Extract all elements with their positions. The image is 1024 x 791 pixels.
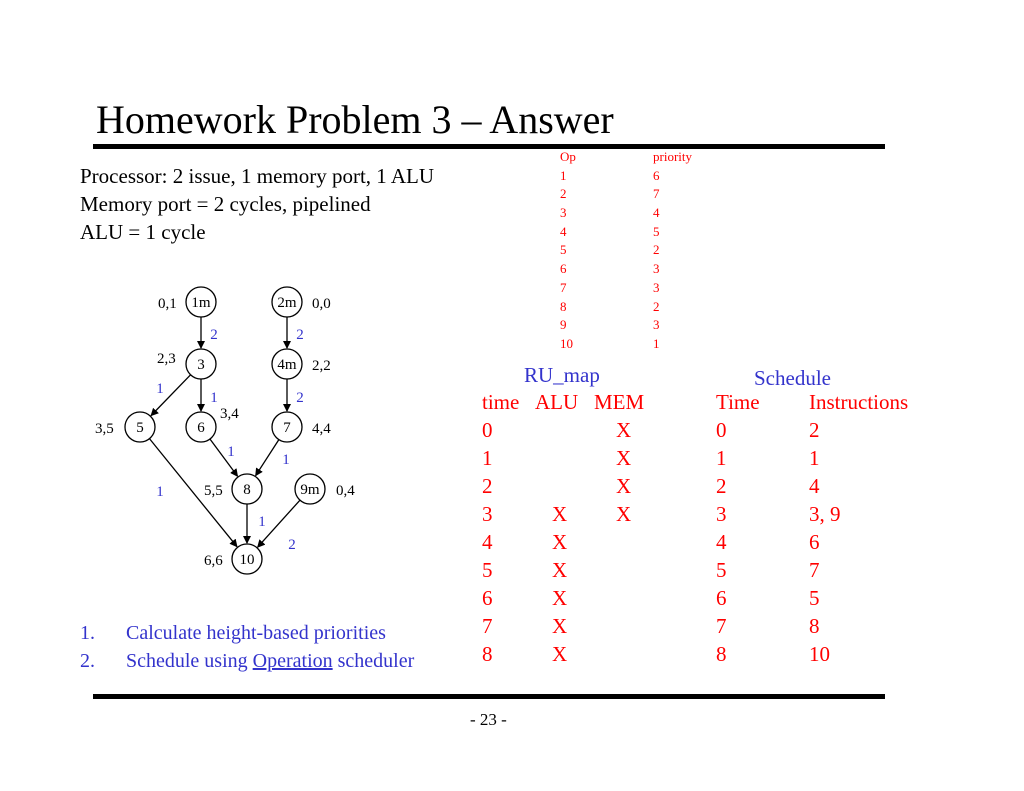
ru-map-row-cell: 4 (482, 530, 493, 554)
node-timing-label: 2,3 (157, 351, 176, 367)
priority-row-cell: 7 (560, 279, 567, 295)
priority-row-cell: 3 (560, 205, 567, 221)
step-2 (80, 647, 414, 675)
node-timing-label: 3,5 (95, 421, 114, 437)
schedule-row-cell: 5 (809, 586, 820, 610)
edge-latency-label: 1 (156, 484, 164, 500)
priority-row-cell: 3 (653, 317, 660, 333)
ru-map-row-cell: 6 (482, 586, 493, 610)
schedule-row-cell: 4 (716, 530, 727, 554)
node-label: 4m (277, 357, 297, 373)
ru-map-row-cell: X (616, 474, 632, 498)
ru-map-row-cell: X (552, 502, 568, 526)
ru-map-row-cell: X (552, 614, 568, 638)
node-label: 3 (197, 357, 205, 373)
step-1-number: 1. (80, 622, 95, 644)
priority-row-cell: 1 (653, 335, 660, 351)
ru-map-row-cell: X (552, 558, 568, 582)
ru-map-row-cell: X (552, 642, 568, 666)
priority-row-cell: 10 (560, 335, 573, 351)
ru-col-time: time (482, 390, 520, 414)
ru-map-title: RU_map (524, 363, 600, 387)
operation-link[interactable]: Operation (252, 650, 333, 672)
edge-latency-label: 1 (227, 444, 235, 460)
node-timing-label: 6,6 (204, 553, 223, 569)
ru-map-row-cell: X (616, 446, 632, 470)
schedule-row-cell: 2 (809, 418, 820, 442)
edge-latency-label: 2 (210, 327, 218, 343)
schedule-row-cell: 6 (716, 586, 727, 610)
node-label: 9m (300, 482, 320, 498)
ru-map-row-cell: 5 (482, 558, 493, 582)
node-timing-label: 3,4 (220, 406, 239, 422)
priority-row-cell: 5 (560, 242, 567, 258)
spec-line-memory: Memory port = 2 cycles, pipelined (80, 192, 371, 216)
priority-row-cell: 5 (653, 223, 660, 239)
priority-col-op: Op (560, 149, 576, 164)
priority-row-cell: 2 (560, 186, 567, 202)
spec-line-processor: Processor: 2 issue, 1 memory port, 1 ALU (80, 164, 435, 188)
schedule-row-cell: 3 (716, 502, 727, 526)
priority-row-cell: 3 (653, 261, 660, 277)
spec-line-alu: ALU = 1 cycle (80, 220, 206, 244)
schedule-row-cell: 5 (716, 558, 727, 582)
priority-row-cell: 4 (560, 223, 567, 239)
node-timing-label: 2,2 (312, 358, 331, 374)
schedule-title: Schedule (754, 366, 831, 390)
schedule-row-cell: 10 (809, 642, 830, 666)
slide-title: Homework Problem 3 – Answer (96, 97, 614, 142)
edge-latency-label: 1 (156, 381, 164, 397)
ru-map-row-cell: 1 (482, 446, 493, 470)
step-1 (80, 619, 386, 647)
dependence-graph (0, 0, 520, 600)
ru-map-row-cell: 3 (482, 502, 493, 526)
schedule-row-cell: 2 (716, 474, 727, 498)
node-label: 6 (197, 420, 205, 436)
page-number: - 23 - (470, 710, 507, 729)
schedule-row-cell: 4 (809, 474, 820, 498)
edge-latency-label: 1 (282, 452, 290, 468)
step-2-text-post: scheduler (332, 650, 415, 672)
priority-row-cell: 9 (560, 317, 567, 333)
step-2-text-pre: Schedule using (126, 650, 253, 672)
ru-map-row-cell: X (616, 502, 632, 526)
ru-map-row-cell: 7 (482, 614, 493, 638)
schedule-row-cell: 1 (716, 446, 727, 470)
ru-map-row-cell: X (552, 586, 568, 610)
edge-latency-label: 2 (296, 327, 304, 343)
edge-latency-label: 2 (288, 537, 296, 553)
schedule-row-cell: 0 (716, 418, 727, 442)
ru-map-row-cell: X (552, 530, 568, 554)
priority-row-cell: 1 (560, 167, 567, 183)
schedule-row-cell: 6 (809, 530, 820, 554)
priority-row-cell: 7 (653, 186, 660, 202)
schedule-row-cell: 3, 9 (809, 502, 841, 526)
node-timing-label: 5,5 (204, 483, 223, 499)
node-label: 10 (239, 552, 255, 568)
schedule-row-cell: 7 (809, 558, 820, 582)
ru-col-mem: MEM (594, 390, 645, 414)
ru-map-row-cell: X (616, 418, 632, 442)
step-2-number: 2. (80, 650, 95, 672)
schedule-row-cell: 8 (809, 614, 820, 638)
node-label: 1m (191, 295, 211, 311)
priority-row-cell: 6 (560, 261, 567, 277)
step-1-text: Calculate height-based priorities (126, 622, 386, 644)
node-label: 2m (277, 295, 297, 311)
priority-row-cell: 4 (653, 205, 660, 221)
node-label: 5 (136, 420, 144, 436)
priority-row-cell: 3 (653, 279, 660, 295)
node-timing-label: 0,0 (312, 296, 331, 312)
bottom-rule (93, 694, 885, 699)
priority-row-cell: 2 (653, 242, 660, 258)
node-timing-label: 0,1 (158, 296, 177, 312)
ru-col-alu: ALU (535, 390, 579, 414)
ru-map-row-cell: 2 (482, 474, 493, 498)
edge-latency-label: 1 (210, 390, 218, 406)
schedule-col-instructions: Instructions (809, 390, 909, 414)
node-label: 7 (283, 420, 291, 436)
node-timing-label: 4,4 (312, 421, 331, 437)
schedule-col-time: Time (716, 390, 760, 414)
priority-row-cell: 8 (560, 298, 567, 314)
schedule-row-cell: 8 (716, 642, 727, 666)
edge-latency-label: 2 (296, 390, 304, 406)
node-label: 8 (243, 482, 251, 498)
ru-map-row-cell: 8 (482, 642, 493, 666)
edge-latency-label: 1 (258, 514, 266, 530)
schedule-row-cell: 1 (809, 446, 820, 470)
priority-row-cell: 6 (653, 167, 660, 183)
priority-row-cell: 2 (653, 298, 660, 314)
node-timing-label: 0,4 (336, 483, 355, 499)
schedule-row-cell: 7 (716, 614, 727, 638)
priority-col-priority: priority (653, 149, 692, 164)
ru-map-row-cell: 0 (482, 418, 493, 442)
edge-7-to-8 (256, 440, 279, 476)
